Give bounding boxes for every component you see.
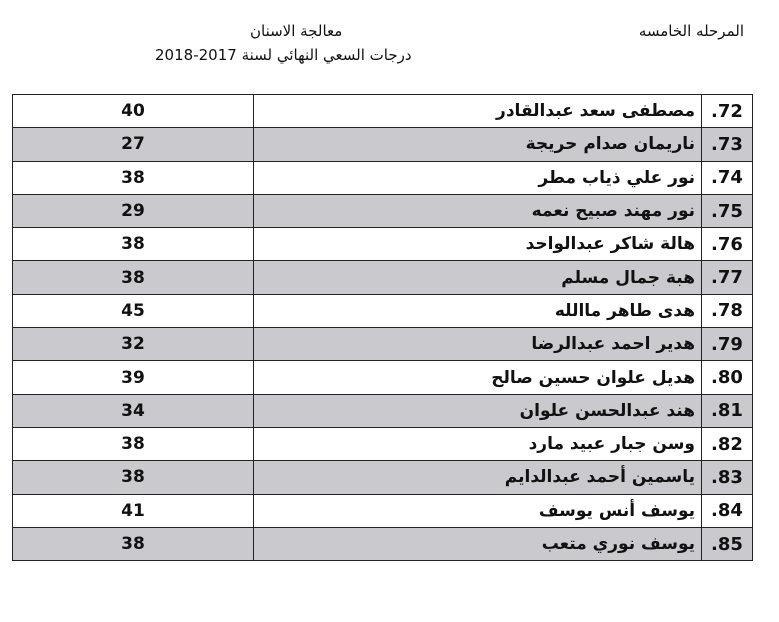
row-number-cell: .83 bbox=[702, 461, 753, 494]
grade-cell: 40 bbox=[13, 95, 254, 128]
student-name-cell: مصطفى سعد عبدالقادر bbox=[254, 95, 702, 128]
grade-cell: 29 bbox=[13, 194, 254, 227]
grades-table bbox=[12, 94, 753, 561]
table-row bbox=[13, 461, 753, 494]
student-name-cell: نور مهند صبيح نعمه bbox=[254, 194, 702, 227]
table-row bbox=[13, 294, 753, 327]
student-name-cell: ناريمان صدام حريجة bbox=[254, 128, 702, 161]
stage-label: المرحله الخامسه bbox=[638, 22, 744, 40]
table-row bbox=[13, 494, 753, 527]
grade-cell: 38 bbox=[13, 228, 254, 261]
row-number-cell: .74 bbox=[702, 161, 753, 194]
table-row bbox=[13, 328, 753, 361]
student-name-cell: هدى طاهر ماالله bbox=[254, 294, 702, 327]
row-number-cell: .77 bbox=[702, 261, 753, 294]
grade-cell: 32 bbox=[13, 328, 254, 361]
row-number-cell: .82 bbox=[702, 427, 753, 460]
student-name-cell: هبة جمال مسلم bbox=[254, 261, 702, 294]
page-title: درجات السعي النهائي لسنة 2017-2018 bbox=[155, 46, 412, 64]
row-number-cell: .81 bbox=[702, 394, 753, 427]
table-row bbox=[13, 161, 753, 194]
grade-cell: 45 bbox=[13, 294, 254, 327]
student-name-cell: يوسف نوري متعب bbox=[254, 527, 702, 560]
row-number-cell: .75 bbox=[702, 194, 753, 227]
table-row bbox=[13, 194, 753, 227]
grade-cell: 41 bbox=[13, 494, 254, 527]
student-name-cell: هند عبدالحسن علوان bbox=[254, 394, 702, 427]
student-name-cell: يوسف أنس يوسف bbox=[254, 494, 702, 527]
row-number-cell: .84 bbox=[702, 494, 753, 527]
row-number-cell: .72 bbox=[702, 95, 753, 128]
row-number-cell: .78 bbox=[702, 294, 753, 327]
grade-cell: 39 bbox=[13, 361, 254, 394]
grade-cell: 38 bbox=[13, 461, 254, 494]
grade-cell: 27 bbox=[13, 128, 254, 161]
row-number-cell: .76 bbox=[702, 228, 753, 261]
table-row bbox=[13, 261, 753, 294]
table-row bbox=[13, 128, 753, 161]
student-name-cell: نور علي ذياب مطر bbox=[254, 161, 702, 194]
student-name-cell: هدير احمد عبدالرضا bbox=[254, 328, 702, 361]
student-name-cell: هالة شاكر عبدالواحد bbox=[254, 228, 702, 261]
table-row bbox=[13, 394, 753, 427]
row-number-cell: .85 bbox=[702, 527, 753, 560]
row-number-cell: .79 bbox=[702, 328, 753, 361]
department-label: معالجة الاسنان bbox=[250, 22, 343, 40]
row-number-cell: .80 bbox=[702, 361, 753, 394]
grade-cell: 38 bbox=[13, 261, 254, 294]
table-row bbox=[13, 361, 753, 394]
student-name-cell: وسن جبار عبيد مارد bbox=[254, 427, 702, 460]
grade-cell: 38 bbox=[13, 161, 254, 194]
student-name-cell: ياسمين أحمد عبدالدايم bbox=[254, 461, 702, 494]
table-row bbox=[13, 427, 753, 460]
row-number-cell: .73 bbox=[702, 128, 753, 161]
grade-cell: 34 bbox=[13, 394, 254, 427]
table-row bbox=[13, 95, 753, 128]
student-name-cell: هديل علوان حسين صالح bbox=[254, 361, 702, 394]
table-row bbox=[13, 527, 753, 560]
grade-cell: 38 bbox=[13, 427, 254, 460]
grade-cell: 38 bbox=[13, 527, 254, 560]
table-row bbox=[13, 228, 753, 261]
